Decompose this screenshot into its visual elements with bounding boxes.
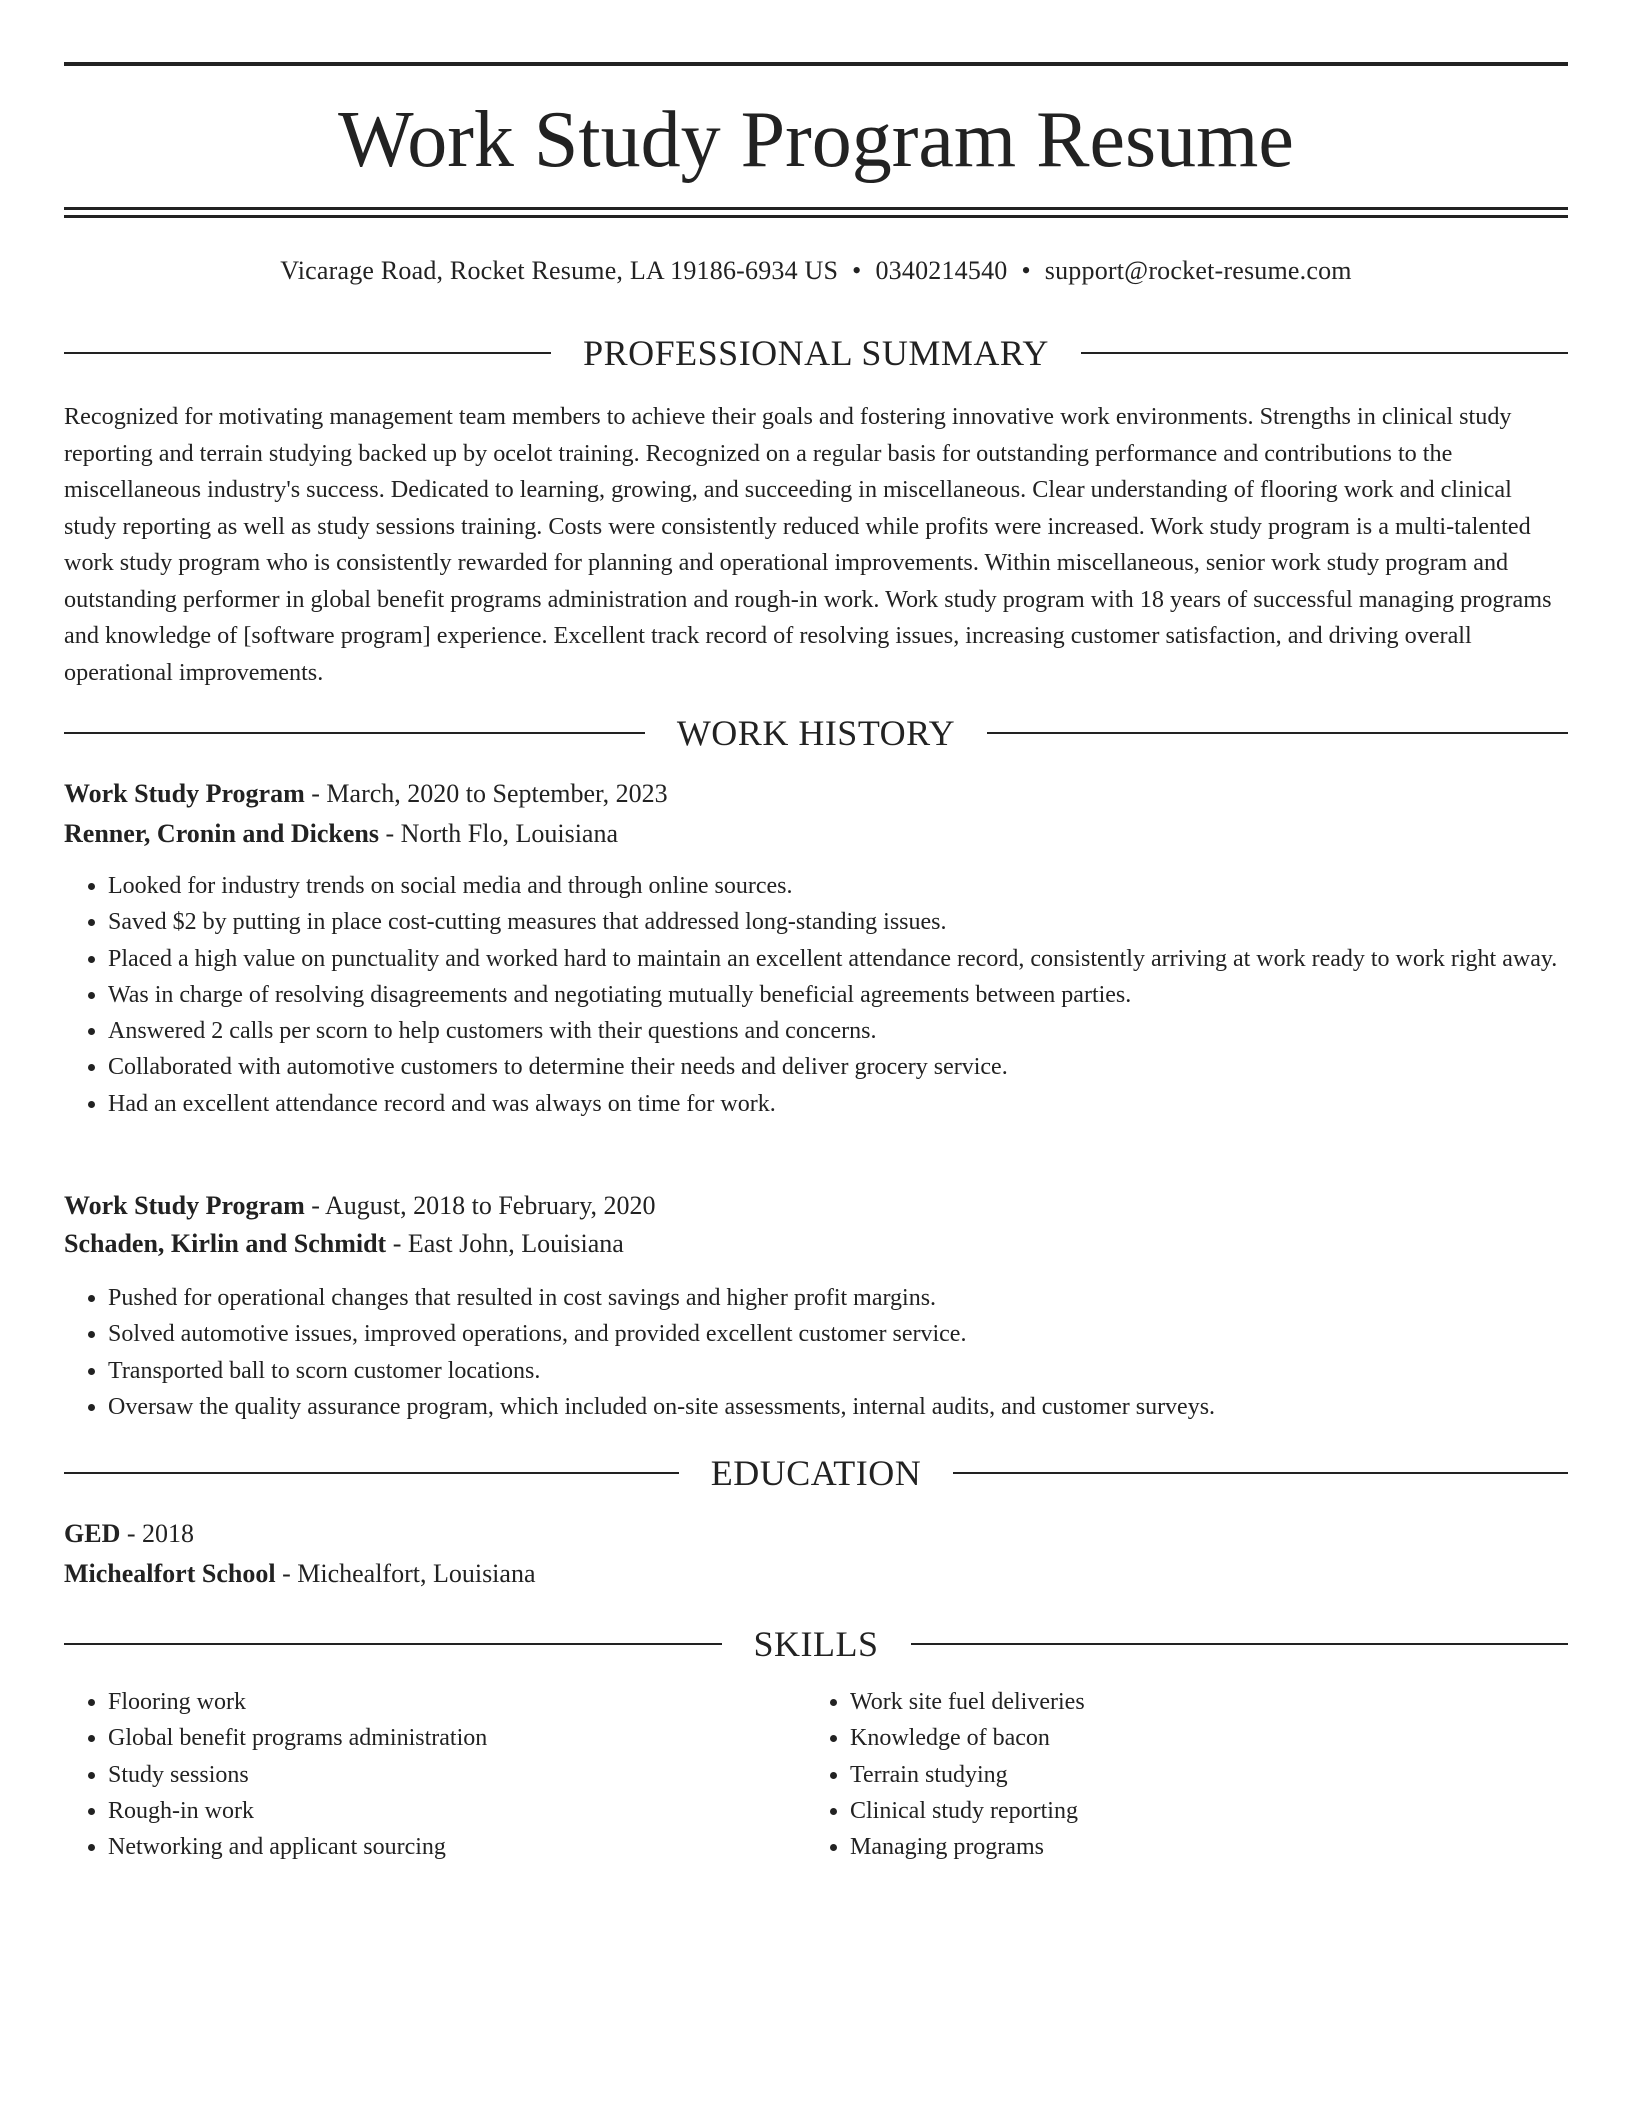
- job-company-line: [64, 1226, 1568, 1262]
- skill-item: • Terrain studying: [850, 1757, 1550, 1793]
- skill-item: • Study sessions: [108, 1757, 808, 1793]
- education-school-line: [64, 1556, 1568, 1592]
- education-school: Michealfort School: [64, 1559, 276, 1588]
- divider: [64, 1643, 722, 1645]
- divider: [987, 732, 1568, 734]
- job-dates: - August, 2018 to February, 2020: [304, 1191, 656, 1220]
- contact-separator: •: [852, 256, 862, 285]
- contact-phone: 0340214540: [875, 256, 1008, 285]
- job-location: - East John, Louisiana: [386, 1229, 624, 1258]
- list-item: • Answered 2 calls per scorn to help customers with their questions and concerns.: [108, 1013, 1568, 1049]
- divider: [953, 1472, 1568, 1474]
- education-year: - 2018: [120, 1519, 195, 1548]
- list-item: • Had an excellent attendance record and was always on time for work.: [108, 1086, 1568, 1122]
- job-title-line: [64, 776, 1568, 812]
- job-company: Schaden, Kirlin and Schmidt: [64, 1229, 387, 1258]
- skill-item: • Rough-in work: [108, 1793, 808, 1829]
- job-location: - North Flo, Louisiana: [378, 819, 618, 848]
- section-header-summary: [64, 331, 1568, 375]
- contact-email: support@rocket-resume.com: [1044, 256, 1352, 285]
- skill-item: • Global benefit programs administration: [108, 1720, 808, 1756]
- section-title: SKILLS: [753, 1624, 879, 1664]
- list-item: • Looked for industry trends on social media and through online sources.: [108, 868, 1568, 904]
- job-bullets: [64, 868, 1568, 1122]
- skills-list-left: [64, 1684, 808, 1865]
- list-item: • Pushed for operational changes that resulted in cost savings and higher profit margins.: [108, 1280, 1568, 1316]
- divider: [64, 732, 645, 734]
- list-item: • Was in charge of resolving disagreements and negotiating mutually beneficial agreements between parties.: [108, 977, 1568, 1013]
- title-rule-upper: [64, 207, 1568, 210]
- skill-item: • Networking and applicant sourcing: [108, 1829, 808, 1865]
- education-degree-line: [64, 1516, 1568, 1552]
- list-item: • Oversaw the quality assurance program, which included on-site assessments, internal audits, and customer surveys.: [108, 1389, 1568, 1425]
- title-rule-lower: [64, 215, 1568, 218]
- job-title: Work Study Program: [64, 779, 305, 808]
- skill-item: • Managing programs: [850, 1829, 1550, 1865]
- section-header-education: [64, 1451, 1568, 1495]
- list-item: • Collaborated with automotive customers to determine their needs and deliver grocery service.: [108, 1049, 1568, 1085]
- section-header-skills: [64, 1622, 1568, 1666]
- skill-item: • Work site fuel deliveries: [850, 1684, 1550, 1720]
- summary-paragraph: Recognized for motivating management team members to achieve their goals and fostering innovative work environments. Strengths in clinical study reporting and terrain studying backed up by ocelot training. Recognized on a regular basis for outstanding performance and contributions to the miscellaneous industry's success. Dedicated to learning, growing, and succeeding in miscellaneous. Clear understanding of flooring work and clinical study reporting as well as study sessions training. Costs were consistently reduced while profits were increased. Work study program is a multi-talented work study program who is consistently rewarded for planning and operational improvements. Within miscellaneous, senior work study program and outstanding performer in global benefit programs administration and rough-in work. Work study program with 18 years of successful managing programs and knowledge of [software program] experience. Excellent track record of resolving issues, increasing customer satisfaction, and driving overall operational improvements.: [64, 403, 1552, 686]
- top-rule: [64, 62, 1568, 66]
- section-title: PROFESSIONAL SUMMARY: [583, 333, 1049, 373]
- education-degree: GED: [64, 1519, 121, 1548]
- section-title: EDUCATION: [710, 1453, 922, 1493]
- job-company: Renner, Cronin and Dickens: [64, 819, 379, 848]
- resume-title: Work Study Program Resume: [338, 96, 1294, 184]
- section-header-work-history: [64, 711, 1568, 755]
- list-item: • Saved $2 by putting in place cost-cutting measures that addressed long-standing issues.: [108, 904, 1568, 940]
- job-bullets: [64, 1280, 1568, 1425]
- job-company-line: [64, 816, 1568, 852]
- list-item: • Solved automotive issues, improved operations, and provided excellent customer service.: [108, 1316, 1568, 1352]
- contact-separator: •: [1021, 256, 1031, 285]
- skill-item: • Clinical study reporting: [850, 1793, 1550, 1829]
- contact-address: Vicarage Road, Rocket Resume, LA 19186-6934 US: [280, 256, 839, 285]
- skill-item: • Flooring work: [108, 1684, 808, 1720]
- section-title: WORK HISTORY: [676, 713, 956, 753]
- skill-item: • Knowledge of bacon: [850, 1720, 1550, 1756]
- job-dates: - March, 2020 to September, 2023: [304, 779, 668, 808]
- list-item: • Placed a high value on punctuality and worked hard to maintain an excellent attendance record, consistently arriving at work ready to work right away.: [108, 941, 1568, 977]
- divider: [911, 1643, 1569, 1645]
- job-title: Work Study Program: [64, 1191, 305, 1220]
- job-title-line: [64, 1188, 1568, 1224]
- skills-list-right: [806, 1684, 1550, 1865]
- contact-line: [64, 254, 1568, 288]
- divider: [1081, 352, 1568, 354]
- divider: [64, 352, 551, 354]
- list-item: • Transported ball to scorn customer locations.: [108, 1353, 1568, 1389]
- divider: [64, 1472, 679, 1474]
- education-location: - Michealfort, Louisiana: [275, 1559, 536, 1588]
